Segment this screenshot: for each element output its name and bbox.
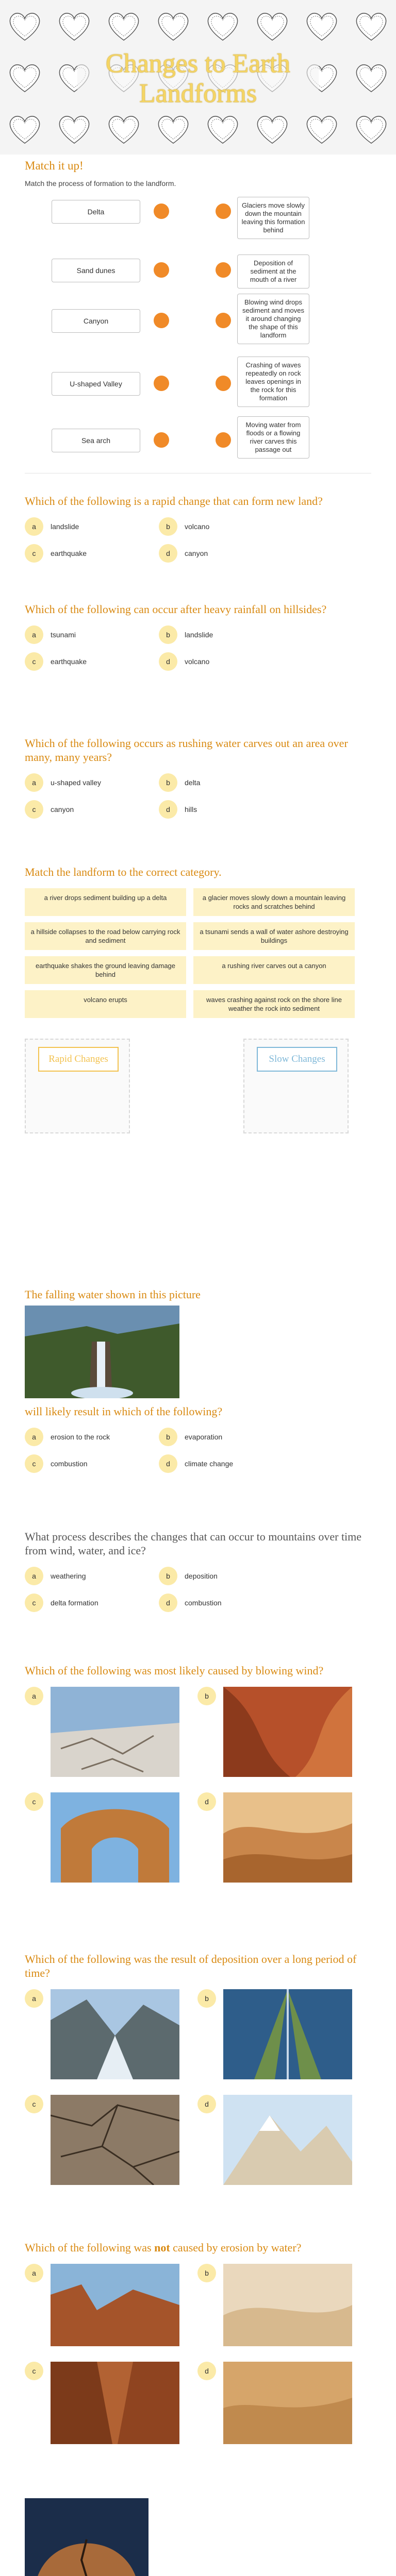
- option-letter: c: [25, 544, 43, 563]
- option-letter: a: [25, 773, 43, 792]
- q7-option-a[interactable]: [25, 1567, 159, 1585]
- option-letter: b: [159, 1428, 177, 1446]
- match-dot-2[interactable]: [154, 262, 169, 278]
- option-letter: c: [25, 1792, 43, 1811]
- q9-text: Which of the following was the result of deposition over a long period of time?: [25, 1953, 357, 1979]
- option-label: combustion: [185, 1599, 222, 1607]
- cracked-rock-photo: [25, 2498, 148, 2576]
- option-label: weathering: [51, 1572, 86, 1580]
- question-3: [25, 602, 371, 736]
- rapid-changes-label: Rapid Changes: [38, 1047, 119, 1072]
- option-letter: a: [25, 2264, 43, 2282]
- cracked-ground-photo: [51, 1687, 179, 1777]
- q7-option-c[interactable]: [25, 1594, 159, 1612]
- option-letter: b: [159, 517, 177, 536]
- option-letter: c: [25, 1454, 43, 1473]
- option-letter: a: [25, 1687, 43, 1705]
- match-right-4[interactable]: Crashing of waves repeatedly on rock leaves openings in the rock for this formation: [237, 357, 309, 407]
- arch-rock-photo: [51, 1792, 179, 1883]
- question-6: [25, 1287, 371, 1530]
- option-label: evaporation: [185, 1433, 223, 1441]
- option-letter: a: [25, 625, 43, 644]
- q2-option-a[interactable]: [25, 517, 159, 536]
- match-dot-1[interactable]: [154, 204, 169, 219]
- match-right-2[interactable]: Deposition of sediment at the mouth of a river: [237, 255, 309, 289]
- option-letter: d: [159, 800, 177, 819]
- desert-sand-photo: [223, 2362, 352, 2444]
- option-letter: b: [159, 773, 177, 792]
- q10-text-post: caused by erosion by water?: [170, 2241, 302, 2254]
- q8-option-c[interactable]: [25, 1792, 182, 1883]
- match-left-delta[interactable]: Delta: [52, 200, 140, 224]
- questions: [25, 155, 371, 2576]
- q2-text: Which of the following is a rapid change that can form new land?: [25, 495, 323, 507]
- q7-option-b[interactable]: [159, 1567, 293, 1585]
- q4-option-d[interactable]: [159, 800, 293, 819]
- q10-text-bold: not: [154, 2241, 170, 2254]
- q10-text: [25, 2241, 371, 2255]
- title-banner: [0, 0, 396, 155]
- category-item[interactable]: a hillside collapses to the road below carrying rock and sediment: [25, 922, 186, 950]
- option-label: erosion to the rock: [51, 1433, 110, 1441]
- question-9: [25, 1952, 371, 2241]
- q9-option-c[interactable]: [25, 2095, 182, 2185]
- option-letter: d: [159, 1454, 177, 1473]
- question-1: [25, 159, 371, 473]
- match-dot-target-5[interactable]: [216, 432, 231, 448]
- q4-text: Which of the following occurs as rushing water carves out an area over many, many years?: [25, 737, 348, 764]
- option-letter: c: [25, 2362, 43, 2380]
- option-label: volcano: [185, 657, 210, 666]
- red-rock-canyon-photo: [223, 1687, 352, 1777]
- category-item[interactable]: a rushing river carves out a canyon: [193, 956, 355, 984]
- option-letter: a: [25, 517, 43, 536]
- option-letter: b: [159, 1567, 177, 1585]
- option-label: tsunami: [51, 631, 76, 639]
- slow-changes-label: Slow Changes: [257, 1047, 337, 1072]
- option-letter: c: [25, 800, 43, 819]
- match-left-canyon[interactable]: Canyon: [52, 309, 140, 333]
- option-letter: c: [25, 652, 43, 671]
- q8-text: Which of the following was most likely caused by blowing wind?: [25, 1664, 324, 1677]
- category-items: [25, 888, 355, 1018]
- option-label: climate change: [185, 1460, 234, 1468]
- question-2: [25, 494, 371, 602]
- sort-targets: [25, 1039, 371, 1133]
- option-label: hills: [185, 805, 197, 814]
- q2-option-d[interactable]: [159, 544, 293, 563]
- option-letter: c: [25, 2095, 43, 2113]
- option-letter: b: [159, 625, 177, 644]
- match-dot-target-4[interactable]: [216, 376, 231, 391]
- rapid-changes-dropzone[interactable]: [25, 1039, 130, 1133]
- q3-option-c[interactable]: [25, 652, 159, 671]
- q10-option-d[interactable]: [197, 2362, 355, 2444]
- q10-option-c[interactable]: [25, 2362, 182, 2444]
- title-line-2: Landforms: [139, 79, 257, 108]
- option-label: u-shaped valley: [51, 778, 102, 787]
- option-letter: b: [197, 1687, 216, 1705]
- q2-option-c[interactable]: [25, 544, 159, 563]
- match-dot-target-3[interactable]: [216, 313, 231, 328]
- q4-option-c[interactable]: [25, 800, 159, 819]
- q9-option-b[interactable]: [197, 1989, 355, 2079]
- option-label: earthquake: [51, 549, 87, 557]
- option-letter: b: [197, 1989, 216, 2008]
- category-item[interactable]: volcano erupts: [25, 990, 186, 1018]
- q1-instruction: Match the process of formation to the landform.: [25, 179, 176, 188]
- canyon-photo: [51, 2362, 179, 2444]
- question-7: [25, 1530, 371, 1664]
- q3-option-a[interactable]: [25, 625, 159, 644]
- sand-dunes-photo: [223, 1792, 352, 1883]
- q6-text-1: The falling water shown in this picture: [25, 1288, 201, 1301]
- option-label: deposition: [185, 1572, 218, 1580]
- dunes-photo: [223, 2264, 352, 2346]
- option-letter: d: [159, 544, 177, 563]
- cracked-earth-photo: [51, 2095, 179, 2185]
- option-label: canyon: [51, 805, 74, 814]
- match-dot-4[interactable]: [154, 376, 169, 391]
- question-5: [25, 865, 371, 1287]
- q2-option-b[interactable]: [159, 517, 293, 536]
- match-dot-5[interactable]: [154, 432, 169, 448]
- option-letter: b: [197, 2264, 216, 2282]
- q3-text: Which of the following can occur after heavy rainfall on hillsides?: [25, 603, 327, 616]
- option-label: delta: [185, 778, 201, 787]
- q3-option-d[interactable]: [159, 652, 293, 671]
- question-4: [25, 736, 371, 865]
- q7-option-d[interactable]: [159, 1594, 293, 1612]
- option-label: canyon: [185, 549, 208, 557]
- q8-option-b[interactable]: [197, 1687, 355, 1777]
- match-dot-target-2[interactable]: [216, 262, 231, 278]
- question-10: [25, 2241, 371, 2498]
- option-label: combustion: [51, 1460, 88, 1468]
- q10-option-b[interactable]: [197, 2264, 355, 2346]
- option-letter: d: [159, 1594, 177, 1612]
- q6-option-a[interactable]: [25, 1428, 159, 1446]
- title-line-1: Changes to Earth: [105, 49, 291, 78]
- q4-option-b[interactable]: [159, 773, 293, 792]
- category-item[interactable]: a tsunami sends a wall of water ashore destroying buildings: [193, 922, 355, 950]
- match-right-5[interactable]: Moving water from floods or a flowing river carves this passage out: [237, 416, 309, 459]
- q4-option-a[interactable]: [25, 773, 159, 792]
- q9-option-a[interactable]: [25, 1989, 182, 2079]
- option-label: volcano: [185, 522, 210, 531]
- waterfall-photo: [25, 1306, 179, 1398]
- q3-option-b[interactable]: [159, 625, 293, 644]
- match-dot-target-1[interactable]: [216, 204, 231, 219]
- q5-text: Match the landform to the correct category.: [25, 866, 222, 878]
- option-label: delta formation: [51, 1599, 98, 1607]
- option-letter: d: [159, 652, 177, 671]
- q7-text: What process describes the changes that can occur to mountains over time from wind, water, and ice?: [25, 1530, 362, 1557]
- mountain-snow-photo: [223, 2095, 352, 2185]
- q8-option-a[interactable]: [25, 1687, 182, 1777]
- q6-option-c[interactable]: [25, 1454, 159, 1473]
- question-11: [25, 2498, 371, 2576]
- match-left-sand-dunes[interactable]: Sand dunes: [52, 259, 140, 282]
- q6-option-b[interactable]: [159, 1428, 293, 1446]
- slow-changes-dropzone[interactable]: [243, 1039, 349, 1133]
- option-letter: d: [197, 2095, 216, 2113]
- category-item[interactable]: a glacier moves slowly down a mountain leaving rocks and scratches behind: [193, 888, 355, 916]
- option-letter: a: [25, 1428, 43, 1446]
- category-item[interactable]: earthquake shakes the ground leaving damage behind: [25, 956, 186, 984]
- option-label: landslide: [51, 522, 79, 531]
- q10-text-pre: Which of the following was: [25, 2241, 155, 2254]
- match-right-1[interactable]: Glaciers move slowly down the mountain leaving this formation behind: [237, 197, 309, 239]
- q6-option-d[interactable]: [159, 1454, 293, 1473]
- river-delta-photo: [223, 1989, 352, 2079]
- match-dot-3[interactable]: [154, 313, 169, 328]
- option-letter: d: [197, 1792, 216, 1811]
- option-letter: a: [25, 1567, 43, 1585]
- option-label: landslide: [185, 631, 213, 639]
- q9-option-d[interactable]: [197, 2095, 355, 2185]
- q8-option-d[interactable]: [197, 1792, 355, 1883]
- page-title: [77, 49, 319, 109]
- match-left-u-shaped-valley[interactable]: U-shaped Valley: [52, 372, 140, 396]
- q6-text-2: will likely result in which of the following?: [25, 1405, 223, 1418]
- option-letter: a: [25, 1989, 43, 2008]
- q10-option-a[interactable]: [25, 2264, 182, 2346]
- category-item[interactable]: a river drops sediment building up a delta: [25, 888, 186, 916]
- match-left-sea-arch[interactable]: Sea arch: [52, 429, 140, 452]
- rock-formation-photo: [51, 2264, 179, 2346]
- option-label: earthquake: [51, 657, 87, 666]
- option-letter: d: [197, 2362, 216, 2380]
- category-item[interactable]: waves crashing against rock on the shore line weather the rock into sediment: [193, 990, 355, 1018]
- glacier-valley-photo: [51, 1989, 179, 2079]
- option-letter: c: [25, 1594, 43, 1612]
- q1-heading: Match it up!: [25, 159, 84, 172]
- question-8: [25, 1664, 371, 1952]
- match-right-3[interactable]: Blowing wind drops sediment and moves it around changing the shape of this landform: [237, 294, 309, 344]
